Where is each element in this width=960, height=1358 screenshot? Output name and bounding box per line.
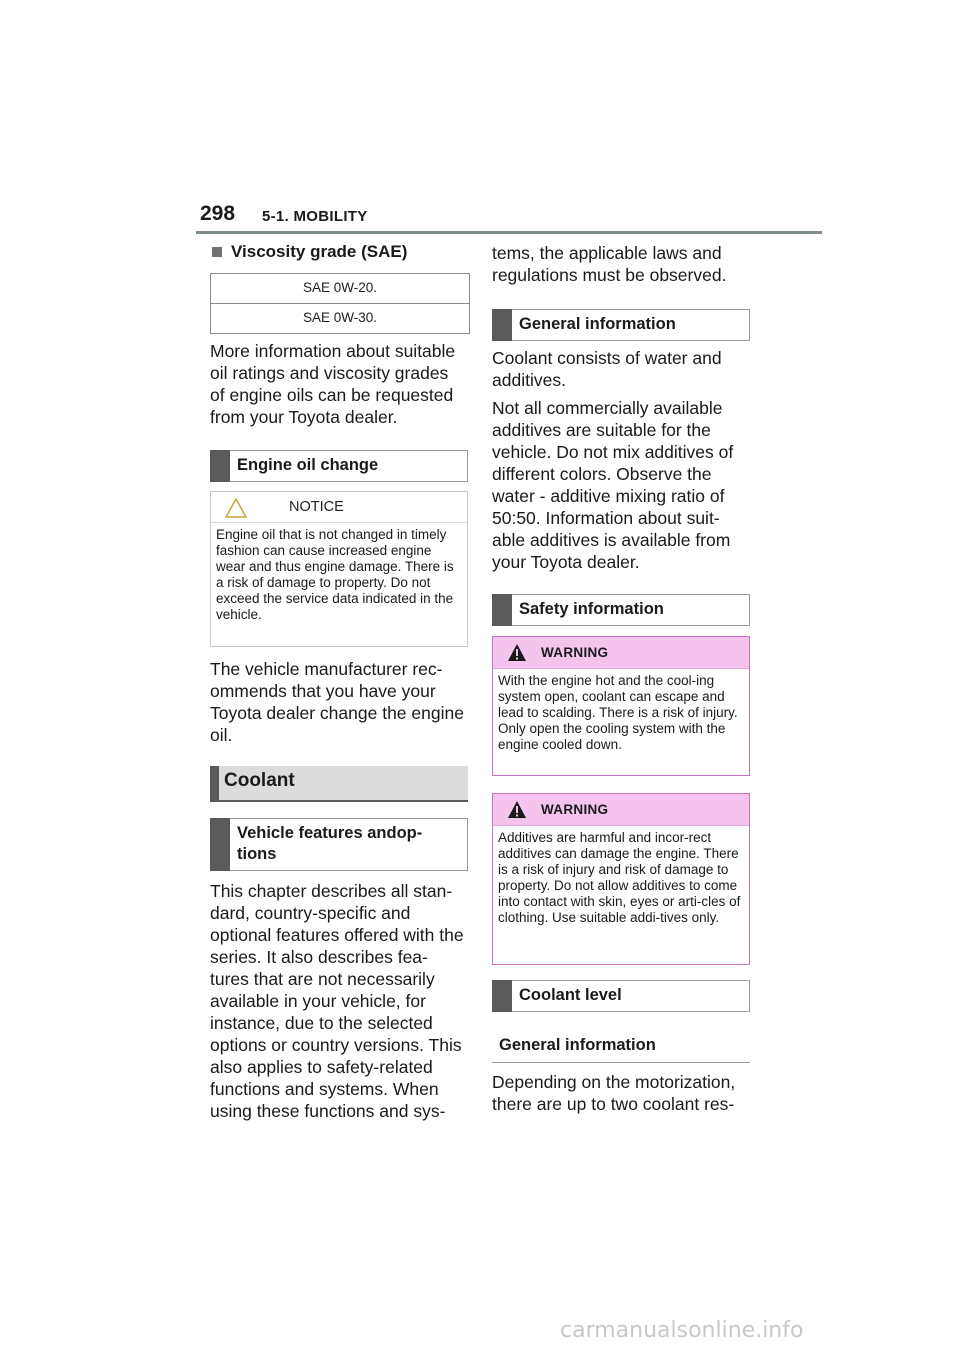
safety-information-heading: Safety information [492, 594, 750, 626]
header-rule [196, 231, 822, 234]
chapter-title: 5-1. MOBILITY [262, 208, 368, 225]
square-bullet-icon [212, 247, 222, 257]
warning-box-additives [492, 793, 750, 965]
heading-bar [492, 309, 512, 341]
notice-box [210, 491, 468, 647]
heading-bar [492, 980, 512, 1012]
notice-header [211, 492, 467, 523]
manufacturer-recommendation: The vehicle manufacturer rec-ommends that you have your Toyota dealer change the engine oil. [210, 659, 464, 745]
watermark: carmanualsonline.info [560, 1318, 804, 1343]
general-information-subheading: General information [492, 1030, 750, 1063]
heading-bar [210, 450, 230, 482]
caution-triangle-icon [225, 498, 247, 518]
heading-bar [492, 594, 512, 626]
warning-box-scalding [492, 636, 750, 776]
warning-header [493, 637, 749, 669]
engine-oil-change-heading: Engine oil change [210, 450, 468, 482]
coolant-level-heading: Coolant level [492, 980, 750, 1012]
warning-label: WARNING [541, 645, 609, 660]
warning-label: WARNING [541, 802, 609, 817]
sae-grade-row: SAE 0W-30. [211, 303, 469, 333]
sae-grade-table [210, 273, 470, 334]
notice-label: NOTICE [289, 499, 344, 515]
continuation-paragraph: tems, the applicable laws and regulations must be observed. [492, 243, 727, 285]
sae-grade-row: SAE 0W-20. [302, 280, 378, 295]
coolant-consists-paragraph: Coolant consists of water and additives. [492, 348, 722, 390]
heading-bar [210, 766, 219, 802]
additives-paragraph: Not all commercially available additives are suitable for the vehicle. Do not mix additives of different colors. Observe the water - additive mixing ratio of 50:50. Information about suit-able additives is available from your Toyota dealer. [492, 398, 734, 572]
viscosity-heading: Viscosity grade (SAE) [212, 242, 407, 262]
more-info-paragraph: More information about suitable oil ratings and viscosity grades of engine oils can be requested from your Toyota dealer. [210, 341, 456, 427]
warning-triangle-icon [507, 800, 527, 819]
warning-header [493, 794, 749, 826]
general-information-heading: General information [492, 309, 750, 341]
depending-paragraph: Depending on the motorization, there are up to two coolant res- [492, 1072, 736, 1114]
chapter-description: This chapter describes all stan-dard, country-specific and optional features offered with the series. It also describes fea-tures that are not necessarily available in your vehicle, for instance, due to the selected options or country versions. This also applies to safety-related functions and systems. When using these functions and sys- [210, 881, 464, 1121]
heading-bar [210, 818, 230, 871]
warning-triangle-icon [507, 643, 527, 662]
vehicle-features-heading: Vehicle features andop- tions [210, 818, 468, 871]
warning-text: With the engine hot and the cool-ing system open, coolant can escape and lead to scalding. There is a risk of injury. Only open the cooling system with the engine cooled down. [498, 673, 738, 752]
notice-text: Engine oil that is not changed in timely fashion can cause increased engine wear and thus engine damage. There is a risk of damage to property. Do not exceed the service data indicated in the vehicle. [216, 527, 454, 622]
page-number: 298 [200, 202, 236, 225]
coolant-section-heading: Coolant [210, 766, 468, 802]
warning-text: Additives are harmful and incor-rect additives can damage the engine. There is a risk of injury and risk of damage to property. Do not allow additives to come into contact with skin, eyes or arti-cles of clothing. Use suitable addi-tives only. [498, 830, 741, 925]
